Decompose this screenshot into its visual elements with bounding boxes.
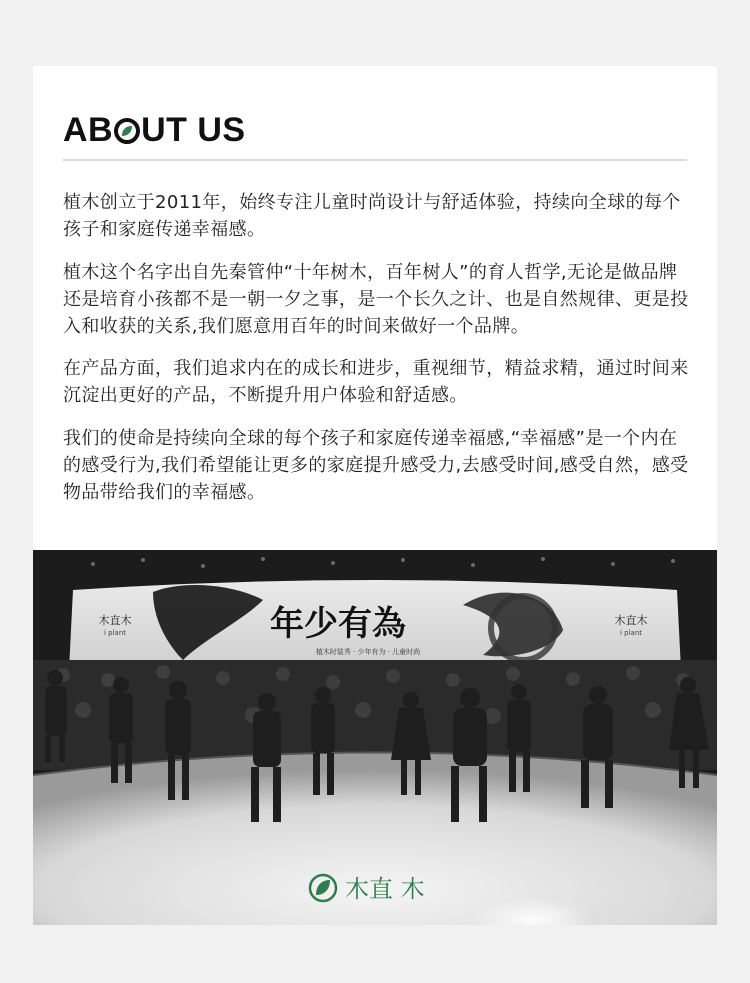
mission-paragraph: 我们的使命是持续向全球的每个孩子和家庭传递幸福感,“幸福感”是一个内在的感受行为,我们希望能让更多的家庭提升感受力,去感受时间,感受自然，感受物品带给我们的幸福感。: [63, 428, 689, 503]
backdrop-calligraphy: 年少有為: [270, 604, 406, 644]
page-title: [63, 110, 246, 150]
leaf-o-icon: [114, 118, 140, 144]
title-part-1: AB: [63, 111, 114, 149]
name-origin-paragraph: 植木这个名字出自先秦管仲“十年树木，百年树人”的育人哲学,无论是做品牌还是培育小孩都不是一朝一夕之事，是一个长久之计、也是自然规律、更是投入和收获的关系,我们愿意用百年的时间来做好一个品牌。: [63, 262, 689, 337]
logo-text: 木直木: [614, 614, 648, 627]
intro-paragraph: 植木创立于2011年，始终专注儿童时尚设计与舒适体验，持续向全球的每个孩子和家庭传递幸福感。: [63, 192, 681, 240]
logo-sub: i plant: [619, 629, 643, 637]
logo-sub: i plant: [103, 629, 127, 637]
logo-text: 木直木: [98, 614, 132, 627]
runway-photo: [33, 550, 717, 925]
title-part-2: UT US: [141, 111, 246, 149]
backdrop-subtitle: 植木时装秀 · 少年有为 · 儿童时尚: [315, 648, 421, 656]
product-paragraph: 在产品方面，我们追求内在的成长和进步，重视细节，精益求精，通过时间来沉淀出更好的产品，不断提升用户体验和舒适感。: [63, 358, 689, 406]
title-divider: [63, 159, 687, 161]
about-card: [33, 66, 717, 925]
stage-logo-text: 木直 木: [345, 875, 425, 903]
